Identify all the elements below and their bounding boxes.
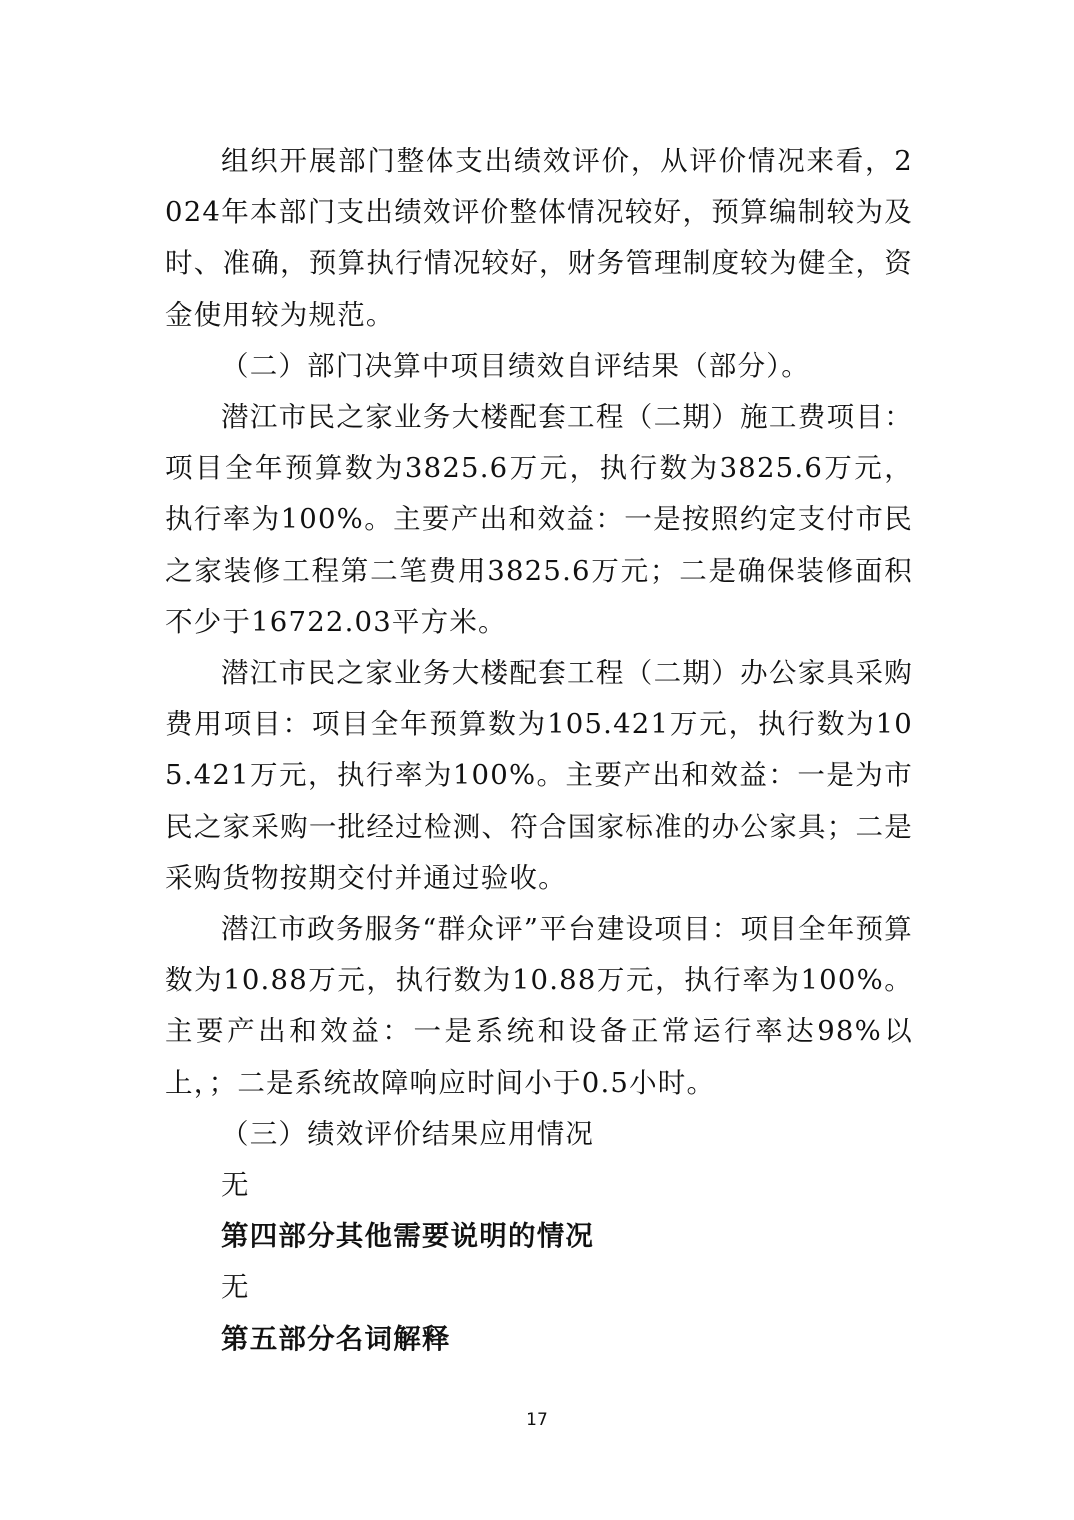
- page-number: 17: [526, 1410, 548, 1430]
- paragraph-construction-project: 潜江市民之家业务大楼配套工程（二期）施工费项目：项目全年预算数为3825.6万元，执行数为3825.6万元，执行率为100%。主要产出和效益：一是按照约定支付市民之家装修工程第二笔费用3825.6万元；二是确保装修面积不少于16722.03平方米。: [165, 401, 913, 638]
- section-four-heading: 第四部分其他需要说明的情况: [221, 1220, 595, 1253]
- subheading-result-application: （三）绩效评价结果应用情况: [221, 1117, 595, 1150]
- paragraph-evaluation-summary: 组织开展部门整体支出绩效评价，从评价情况来看，2024年本部门支出绩效评价整体情况较好，预算编制较为及时、准确，预算执行情况较好，财务管理制度较为健全，资金使用较为规范。: [165, 145, 913, 331]
- paragraph-platform-project: 潜江市政务服务“群众评”平台建设项目：项目全年预算数为10.88万元，执行数为10.88万元，执行率为100%。主要产出和效益：一是系统和设备正常运行率达98%以上，；二是系统故障响应时间小于0.5小时。: [165, 913, 913, 1099]
- paragraph-result-application-body: 无: [221, 1169, 250, 1202]
- subheading-project-self-evaluation: （二）部门决算中项目绩效自评结果（部分）。: [221, 349, 810, 382]
- section-four-body: 无: [221, 1271, 250, 1304]
- section-five-heading: 第五部分名词解释: [221, 1322, 451, 1355]
- paragraph-furniture-project: 潜江市民之家业务大楼配套工程（二期）办公家具采购费用项目：项目全年预算数为105.421万元，执行数为105.421万元，执行率为100%。主要产出和效益：一是为市民之家采购一批经过检测、符合国家标准的办公家具；二是采购货物按期交付并通过验收。: [165, 657, 913, 894]
- document-body: [165, 136, 913, 1365]
